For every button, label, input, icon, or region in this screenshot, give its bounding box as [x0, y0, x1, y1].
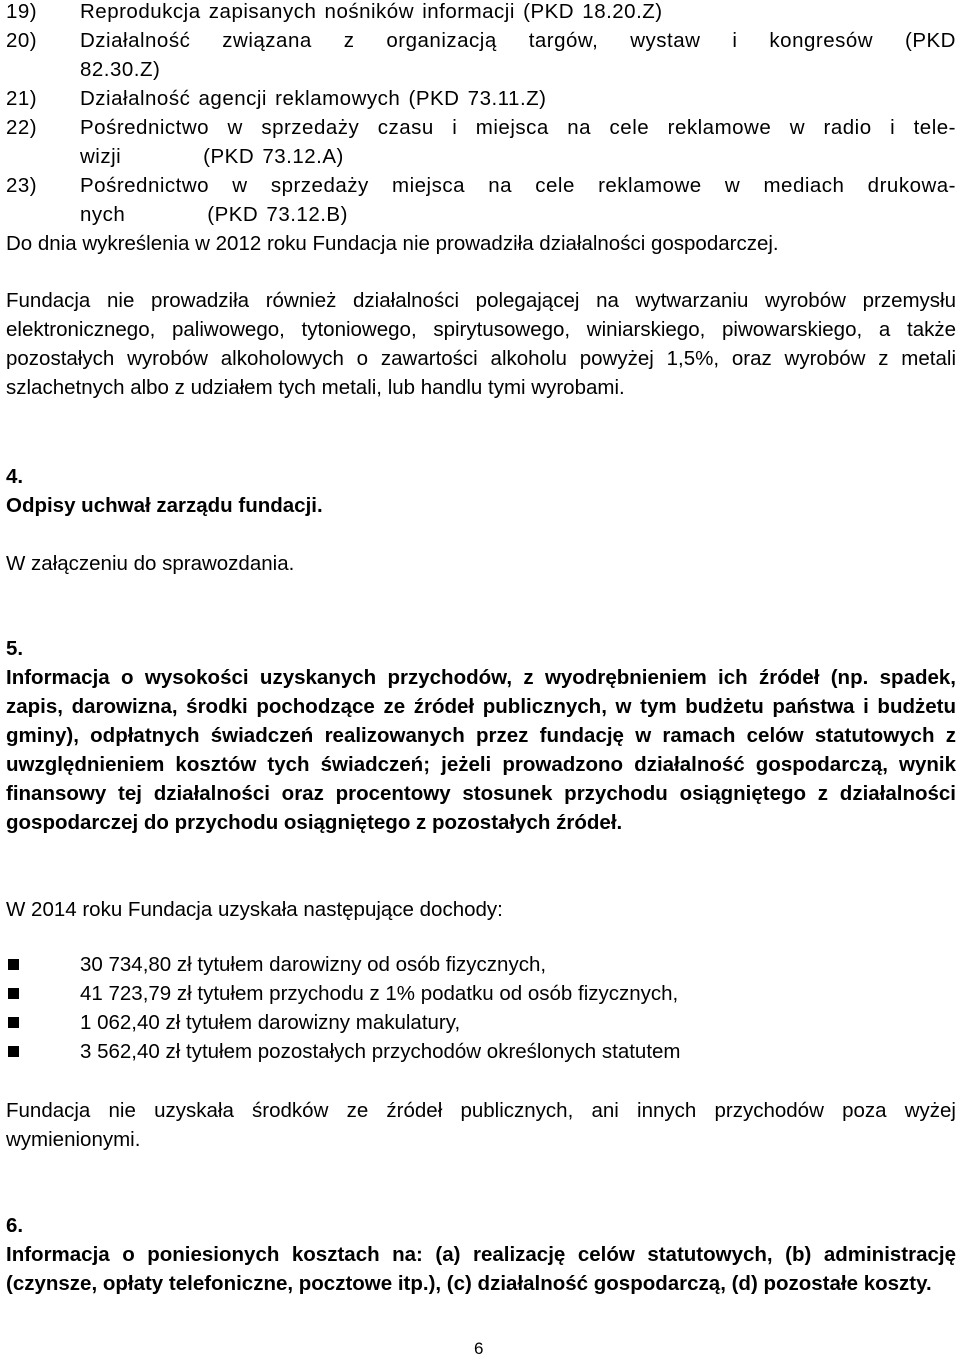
section-5-heading: Informacja o wysokości uzyskanych przychodów, z wyodrębnieniem ich źródeł (np. spadek, zapis, darowizna, środki pochodzące ze źródeł publicznych, w tym budżetu państwa i budżetu gminy), odpłatnych świadczeń realizowanych przez fundację w ramach celów statutowych z uwzględnieniem kosztów tych świadczeń; jeżeli prowadzono działalność gospodarczą, wynik finansowy tej działalności oraz procentowy stosunek przychodu osiągniętego z działalności gospodarczej do przychodu osiągniętego z pozostałych źródeł.	[6, 666, 956, 834]
square-bullet-icon	[8, 959, 19, 970]
section-4-body: W załączeniu do sprawozdania.	[6, 552, 295, 575]
list-item-continuation: wizji (PKD 73.12.A)	[80, 145, 344, 168]
income-item-text: 41 723,79 zł tytułem przychodu z 1% podatku od osób fizycznych,	[80, 982, 679, 1005]
section-5-intro: W 2014 roku Fundacja uzyskała następujące dochody:	[6, 898, 503, 921]
square-bullet-icon	[8, 1017, 19, 1028]
income-item-text: 30 734,80 zł tytułem darowizny od osób fizycznych,	[80, 953, 547, 976]
page-number: 6	[474, 1339, 484, 1358]
list-item-number: 22)	[6, 116, 38, 139]
list-item-number: 21)	[6, 87, 38, 110]
list-item-continuation: 82.30.Z)	[80, 58, 161, 81]
list-item-continuation: nych (PKD 73.12.B)	[80, 203, 348, 226]
income-item-text: 1 062,40 zł tytułem darowizny makulatury,	[80, 1011, 461, 1034]
square-bullet-icon	[8, 1046, 19, 1057]
list-item-text: Pośrednictwo w sprzedaży miejsca na cele reklamowe w mediach drukowa-	[80, 174, 956, 197]
section-5-number: 5.	[6, 637, 24, 660]
no-business-2012-text: Do dnia wykreślenia w 2012 roku Fundacja nie prowadziła działalności gospodarczej.	[6, 232, 779, 255]
section-6-number: 6.	[6, 1214, 24, 1237]
list-item-number: 20)	[6, 29, 38, 52]
section-6-heading: Informacja o poniesionych kosztach na: (a) realizację celów statutowych, (b) administrację (czynsze, opłaty telefoniczne, pocztowe itp.), (c) działalność gospodarczą, (d) pozostałe koszty.	[6, 1243, 956, 1295]
section-5-closing: Fundacja nie uzyskała środków ze źródeł publicznych, ani innych przychodów poza wyżej wymienionymi.	[6, 1099, 956, 1151]
list-item-text: Pośrednictwo w sprzedaży czasu i miejsca na cele reklamowe w radio i tele-	[80, 116, 956, 139]
section-4-number: 4.	[6, 465, 24, 488]
list-item-number: 19)	[6, 0, 38, 23]
list-item-text: Działalność związana z organizacją targów, wystaw i kongresów (PKD	[80, 29, 956, 52]
square-bullet-icon	[8, 988, 19, 999]
section-4-heading: Odpisy uchwał zarządu fundacji.	[6, 494, 323, 517]
no-production-paragraph: Fundacja nie prowadziła również działalności polegającej na wytwarzaniu wyrobów przemysłu elektronicznego, paliwowego, tytoniowego, spirytusowego, winiarskiego, piwowarskiego, a także pozostałych wyrobów alkoholowych o zawartości alkoholu powyżej 1,5%, oraz wyrobów z metali szlachetnych albo z udziałem tych metali, lub handlu tymi wyrobami.	[6, 289, 956, 399]
income-item-text: 3 562,40 zł tytułem pozostałych przychodów określonych statutem	[80, 1040, 681, 1063]
list-item-number: 23)	[6, 174, 38, 197]
list-item-text: Działalność agencji reklamowych (PKD 73.11.Z)	[80, 87, 547, 110]
list-item-text: Reprodukcja zapisanych nośników informacji (PKD 18.20.Z)	[80, 0, 663, 23]
